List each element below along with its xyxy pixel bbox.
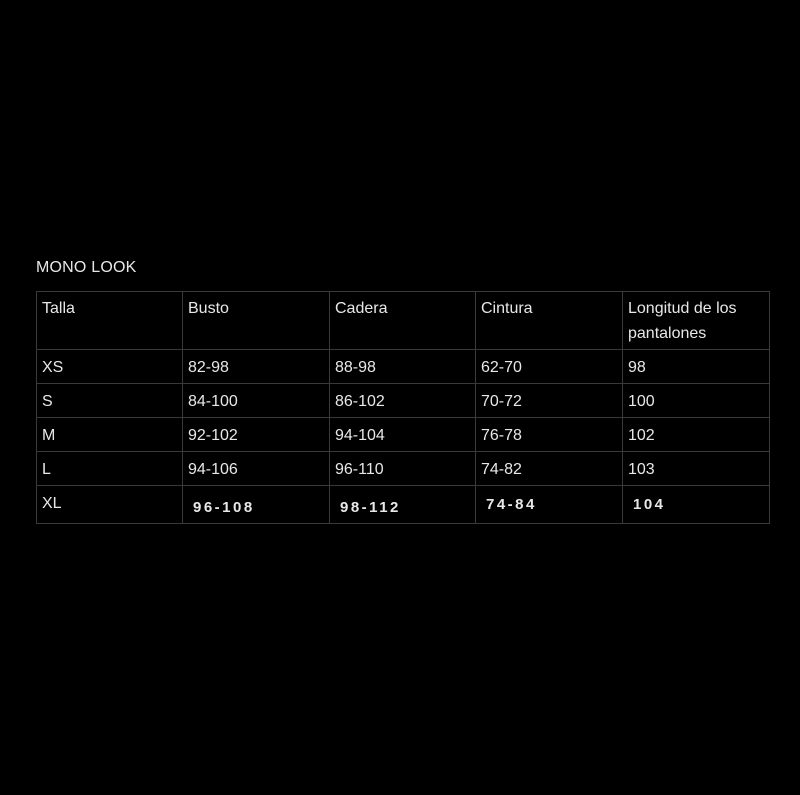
cell-size: S <box>37 384 183 418</box>
cell-cintura: 74-82 <box>476 452 623 486</box>
cell-cadera: 86-102 <box>330 384 476 418</box>
header-cintura: Cintura <box>476 292 623 350</box>
cell-size: XL <box>37 486 183 524</box>
cell-longitud: 104 <box>623 486 770 524</box>
table-row <box>37 452 770 486</box>
cell-size: XS <box>37 350 183 384</box>
table-header-row <box>37 292 770 350</box>
size-table <box>36 291 770 524</box>
cell-longitud: 102 <box>623 418 770 452</box>
cell-cintura: 74-84 <box>476 486 623 524</box>
cell-longitud: 100 <box>623 384 770 418</box>
header-longitud: Longitud de los pantalones <box>623 292 770 350</box>
cell-cadera: 88-98 <box>330 350 476 384</box>
header-busto: Busto <box>183 292 330 350</box>
cell-busto: 84-100 <box>183 384 330 418</box>
cell-busto: 92-102 <box>183 418 330 452</box>
table-row <box>37 350 770 384</box>
cell-size: L <box>37 452 183 486</box>
table-row <box>37 384 770 418</box>
table-row <box>37 486 770 524</box>
chart-title: MONO LOOK <box>36 259 137 276</box>
header-talla: Talla <box>37 292 183 350</box>
cell-size: M <box>37 418 183 452</box>
cell-cadera: 94-104 <box>330 418 476 452</box>
cell-busto: 94-106 <box>183 452 330 486</box>
cell-busto: 82-98 <box>183 350 330 384</box>
cell-cintura: 70-72 <box>476 384 623 418</box>
table-row <box>37 418 770 452</box>
header-cadera: Cadera <box>330 292 476 350</box>
cell-cintura: 62-70 <box>476 350 623 384</box>
cell-longitud: 98 <box>623 350 770 384</box>
cell-cadera: 96-110 <box>330 452 476 486</box>
cell-cintura: 76-78 <box>476 418 623 452</box>
cell-longitud: 103 <box>623 452 770 486</box>
cell-busto: 96-108 <box>183 486 330 524</box>
cell-cadera: 98-112 <box>330 486 476 524</box>
